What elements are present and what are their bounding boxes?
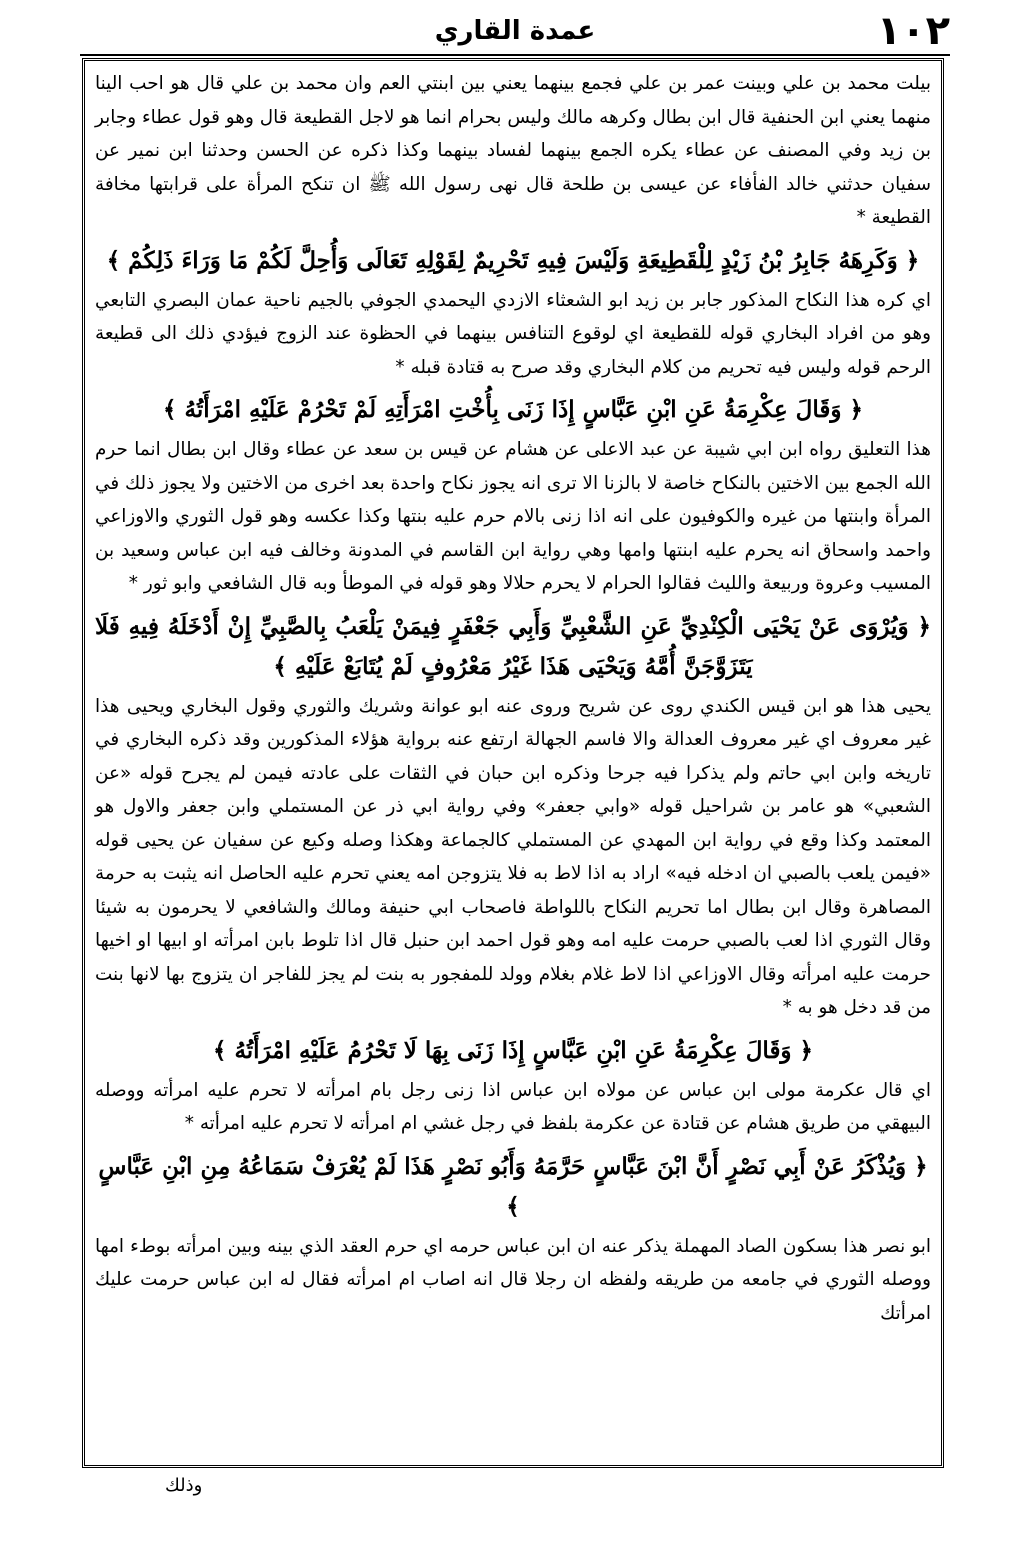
header-rule <box>80 54 950 56</box>
commentary-paragraph: ابو نصر هذا بسكون الصاد المهملة يذكر عنه ان ابن عباس حرمه اي حرم العقد الذي بينه وبين امرأته بوطء امها ووصله الثوري في جامعه من طريقه ولفظه ان رجلا قال انه اصاب ام امرأته فقال له ابن عباس حرمت عليك امرأتك <box>95 1235 931 1324</box>
commentary-paragraph: بيلت محمد بن علي وبينت عمر بن علي فجمع بينهما يعني بين ابنتي العم وان محمد بن علي قال هو احب الينا منهما يعني ابن الحنفية قال ابن بطال وكرهه مالك وليس بحرام انما هو لاجل القطيعة قال وهو قول عطاء وجابر بن زيد وفي المصنف عن عطاء يكره الجمع بينهما لفساد بينهما وكذا ذكره عن الحسن وحدثنا ابن نمير عن سفيان حدثني خالد الفأفاء عن عيسى بن طلحة قال نهى رسول الله ﷺ ان تنكح المرأة على قرابتها مخافة القطيعة * <box>95 73 931 228</box>
page-header <box>80 4 950 58</box>
page-content <box>95 67 931 1459</box>
commentary-paragraph: اي كره هذا النكاح المذكور جابر بن زيد ابو الشعثاء الازدي اليحمدي الجوفي بالجيم ناحية عمان البصري التابعي وهو من افراد البخاري قوله للقطيعة اي لوقوع التنافس بينهما في الحظوة عند الزوج فيؤدي ذلك الى قطيعة الرحم قوله وليس فيه تحريم من كلام البخاري وقد صرح به قتادة قبله * <box>95 289 931 378</box>
commentary-paragraph: يحيى هذا هو ابن قيس الكندي روى عن شريح وروى عنه ابو عوانة وشريك والثوري وقول البخاري ويحيى هذا غير معروف اي غير معروف العدالة والا فاسم الجهالة ارتفع عنه برواية هؤلاء المذكورين وقد ذكره البخاري في تاريخه وابن ابي حاتم ولم يذكرا فيه جرحا وذكره ابن حبان في الثقات على عادته فيمن لم يجرح قوله «عن الشعبي» هو عامر بن شراحيل قوله «وابي جعفر» وفي رواية ابي ذر عن المستملي وابن جعفر والاول هو المعتمد وكذا وقع في رواية ابن المهدي عن المستملي كالجماعة وهكذا وصله وكيع عن سفيان عن يحيى قوله «فيمن يلعب بالصبي ان ادخله فيه» اراد به اذا لاط به فلا يتزوجن امه يعني تحرم عليه الحاصل انه يثبت به حرمة المصاهرة وقال ابن بطال اما تحريم النكاح باللواطة فاصحاب ابي حنيفة ومالك والشافعي لا يحرمون به شيئا وقال الثوري اذا لعب بالصبي حرمت عليه امه وهو قول احمد ابن حنبل قال اذا تلوط بابن امرأته او ابيها او اخيها حرمت عليه امرأته وقال الاوزاعي اذا لاط غلام بغلام وولد للمفجور به بنت لم يجز للفاجر ان يتزوج بها لانها بنت من قد دخل هو به * <box>95 695 931 1018</box>
running-title: عمدة القاري <box>434 16 596 46</box>
quoted-text: ﴿ وَكَرِهَهُ جَابِرُ بْنُ زَيْدٍ لِلْقَطِيعَةِ وَلَيْسَ فِيهِ تَحْرِيمٌ لِقَوْلِهِ تَعَالَى وَأُحِلَّ لَكُمْ مَا وَرَاءَ ذَلِكُمْ ﴾ <box>106 246 920 274</box>
commentary-paragraph: هذا التعليق رواه ابن ابي شيبة عن عبد الاعلى عن هشام عن قيس بن سعد عن عطاء وقال ابن بطال انما حرم الله الجمع بين الاختين بالنكاح خاصة لا بالزنا الا ترى انه يجوز نكاح واحدة بعد اخرى من الاختين ولا يجوز ذلك في المرأة وابنتها من غيره والكوفيون على انه اذا زنى بالام حرم عليه بنتها وكذا عكسه وهو قول الثوري والاوزاعي واحمد واسحاق انه يحرم عليه ابنتها وامها وهي رواية ابن القاسم في المدونة وخالف فيه ابن عباس وسعيد بن المسيب وعروة وربيعة والليث فقالوا الحرام لا يحرم حلالا وهو قوله في الموطأ وبه قال الشافعي وابو ثور * <box>95 439 931 594</box>
commentary-paragraph: اي قال عكرمة مولى ابن عباس عن مولاه ابن عباس اذا زنى رجل بام امرأته لا تحرم عليه امرأته ووصله البيهقي من طريق هشام عن قتادة عن عكرمة بلفظ في رجل غشي ام امرأته لا تحرم عليه امرأته * <box>95 1079 931 1134</box>
quoted-text: ﴿ وَيُذْكَرُ عَنْ أَبِي نَصْرٍ أَنَّ ابْنَ عَبَّاسٍ حَرَّمَهُ وَأَبُو نَصْرٍ هَذَا لَمْ يُعْرَفْ سَمَاعُهُ مِنِ ابْنِ عَبَّاسٍ ﴾ <box>98 1152 928 1220</box>
quoted-text: ﴿ وَيُرْوَى عَنْ يَحْيَى الْكِنْدِيِّ عَنِ الشَّعْبِيِّ وَأَبِي جَعْفَرٍ فِيمَنْ يَلْعَبُ بِالصَّبِيِّ إِنْ أَدْخَلَهُ فِيهِ فَلَا يَتَزَوَّجَنَّ أُمَّهُ وَيَحْيَى هَذَا غَيْرُ مَعْرُوفٍ لَمْ يُتَابَعْ عَلَيْهِ ﴾ <box>95 612 931 680</box>
quoted-text: ﴿ وَقَالَ عِكْرِمَةُ عَنِ ابْنِ عَبَّاسٍ إِذَا زَنَى بِأُخْتِ امْرَأَتِهِ لَمْ تَحْرُمْ عَلَيْهِ امْرَأَتُهُ ﴾ <box>163 396 863 423</box>
page-number: ١٠٢ <box>876 8 950 54</box>
catchword: وذلك <box>165 1475 203 1496</box>
quoted-text: ﴿ وَقَالَ عِكْرِمَةُ عَنِ ابْنِ عَبَّاسٍ إِذَا زَنَى بِهَا لَا تَحْرُمُ عَلَيْهِ امْرَأَتُهُ ﴾ <box>212 1036 814 1064</box>
page-frame <box>82 58 944 1468</box>
